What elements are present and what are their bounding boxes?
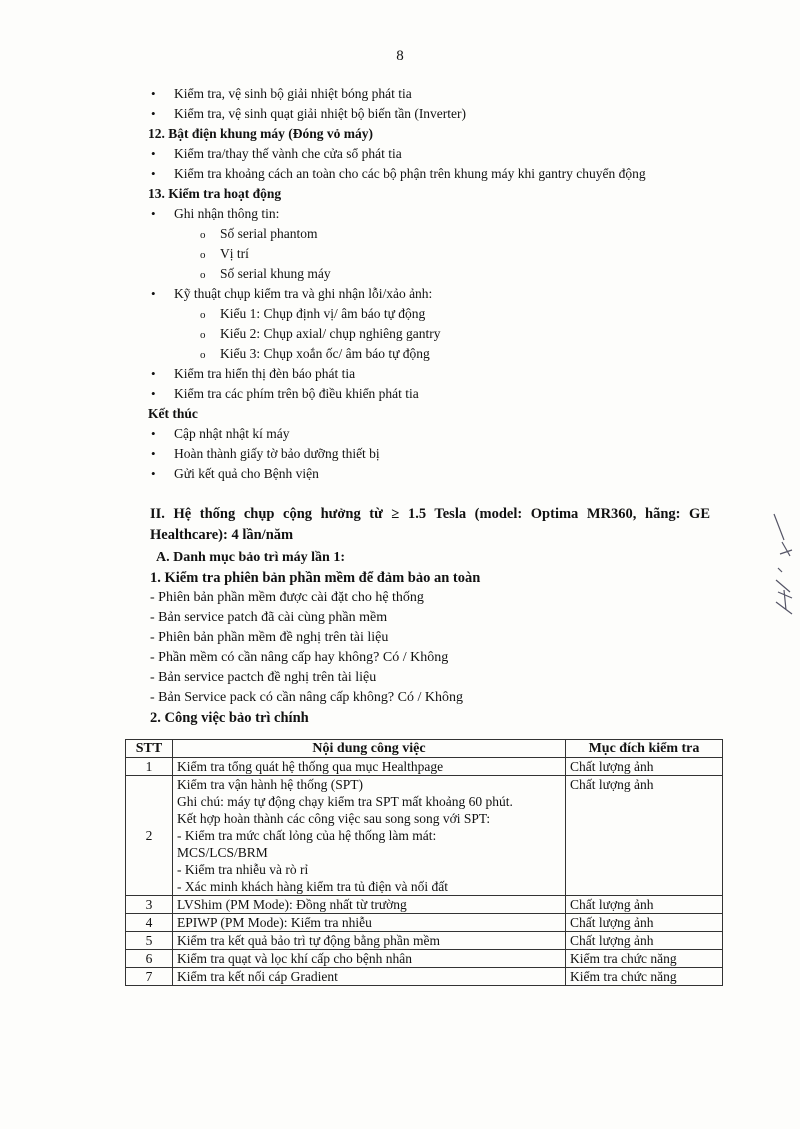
cell-line: MCS/LCS/BRM xyxy=(177,845,268,860)
cell-content: Kiểm tra kết quả bảo trì tự động bằng phần mềm xyxy=(173,932,566,950)
cell-stt: 1 xyxy=(126,758,173,776)
cell-stt: 3 xyxy=(126,896,173,914)
list-item: • Kiểm tra, vệ sinh quạt giải nhiệt bộ biến tần (Inverter) xyxy=(148,104,646,124)
section-continuation xyxy=(148,84,646,484)
sublist-record-info xyxy=(148,224,646,284)
heading-13: 13. Kiểm tra hoạt động xyxy=(148,186,282,201)
maintenance-table xyxy=(125,739,723,986)
bullet-list-top xyxy=(148,84,646,124)
page-number: 8 xyxy=(396,48,404,64)
handwritten-initials-mark xyxy=(770,510,796,620)
cell-stt: 7 xyxy=(126,968,173,986)
cell-content xyxy=(173,776,566,896)
bullet-list-technique xyxy=(148,284,646,304)
cell-purpose: Kiểm tra chức năng xyxy=(566,950,723,968)
section-2-title: II. Hệ thống chụp cộng hưởng từ ≥ 1.5 Tesla (model: Optima MR360, hãng: GE Healthcare): 4 lần/năm xyxy=(150,506,710,543)
cell-content: LVShim (PM Mode): Đồng nhất từ trường xyxy=(173,896,566,914)
header-purpose: Mục đích kiểm tra xyxy=(566,740,723,758)
cell-purpose: Kiểm tra chức năng xyxy=(566,968,723,986)
cell-content: Kiểm tra tổng quát hệ thống qua mục Healthpage xyxy=(173,758,566,776)
software-item: - Phiên bản phần mềm được cài đặt cho hệ thống xyxy=(150,590,424,605)
table-row xyxy=(126,950,723,968)
list-item: • Hoàn thành giấy tờ bảo dưỡng thiết bị xyxy=(148,444,646,464)
sublist-technique xyxy=(148,304,646,364)
header-stt: STT xyxy=(126,740,173,758)
sublist-item: o Kiểu 2: Chụp axial/ chụp nghiêng gantry xyxy=(148,324,646,344)
cell-purpose: Chất lượng ảnh xyxy=(566,758,723,776)
bullet-list-12 xyxy=(148,144,646,184)
cell-purpose: Chất lượng ảnh xyxy=(566,914,723,932)
cell-stt: 4 xyxy=(126,914,173,932)
cell-line: Ghi chú: máy tự động chạy kiểm tra SPT mất khoảng 60 phút. xyxy=(177,794,513,809)
cell-content: Kiểm tra quạt và lọc khí cấp cho bệnh nhân xyxy=(173,950,566,968)
software-item: - Bản service patch đã cài cùng phần mềm xyxy=(150,610,388,625)
cell-line: Kiểm tra vận hành hệ thống (SPT) xyxy=(177,777,363,792)
list-item: • Kiểm tra khoảng cách an toàn cho các bộ phận trên khung máy khi gantry chuyển động xyxy=(148,164,646,184)
sublist-item: o Số serial khung máy xyxy=(148,264,646,284)
list-item: • Cập nhật nhật kí máy xyxy=(148,424,646,444)
cell-stt: 5 xyxy=(126,932,173,950)
cell-purpose: Chất lượng ảnh xyxy=(566,932,723,950)
cell-content: EPIWP (PM Mode): Kiểm tra nhiễu xyxy=(173,914,566,932)
list-item: • Kiểm tra, vệ sinh bộ giải nhiệt bóng phát tia xyxy=(148,84,646,104)
software-item: - Bản Service pack có cần nâng cấp không? Có / Không xyxy=(150,690,463,705)
table-row xyxy=(126,896,723,914)
cell-line: Kết hợp hoàn thành các công việc sau song song với SPT: xyxy=(177,811,491,826)
software-item: - Phần mềm có cần nâng cấp hay không? Có / Không xyxy=(150,650,449,665)
header-content: Nội dung công việc xyxy=(173,740,566,758)
cell-line: - Xác minh khách hàng kiểm tra tủ điện và nối đất xyxy=(177,879,449,894)
table-header-row xyxy=(126,740,723,758)
cell-stt: 2 xyxy=(126,776,173,896)
cell-line: - Kiểm tra nhiễu và rò rỉ xyxy=(177,862,309,877)
table-row xyxy=(126,932,723,950)
list-item: • Kiểm tra các phím trên bộ điều khiển phát tia xyxy=(148,384,646,404)
bullet-list-end xyxy=(148,424,646,484)
software-item: - Bản service pactch đề nghị trên tài liệu xyxy=(150,670,377,685)
bullet-list-13 xyxy=(148,204,646,224)
subtitle-a: A. Danh mục bảo trì máy lần 1: xyxy=(156,550,346,565)
table-row xyxy=(126,776,723,896)
software-item: - Phiên bản phần mềm đề nghị trên tài liệu xyxy=(150,630,389,645)
heading-end: Kết thúc xyxy=(148,406,198,421)
list-item: • Kiểm tra hiển thị đèn báo phát tia xyxy=(148,364,646,384)
heading-main-work: 2. Công việc bảo trì chính xyxy=(150,710,309,726)
sublist-item: o Vị trí xyxy=(148,244,646,264)
table-row xyxy=(126,914,723,932)
list-item: • Gửi kết quả cho Bệnh viện xyxy=(148,464,646,484)
heading-12: 12. Bật điện khung máy (Đóng vỏ máy) xyxy=(148,126,374,141)
list-item: • Kỹ thuật chụp kiểm tra và ghi nhận lỗi/xảo ảnh: xyxy=(148,284,646,304)
list-item: • Ghi nhận thông tin: xyxy=(148,204,646,224)
list-item: • Kiểm tra/thay thế vành che cửa sổ phát tia xyxy=(148,144,646,164)
cell-stt: 6 xyxy=(126,950,173,968)
cell-purpose: Chất lượng ảnh xyxy=(566,896,723,914)
cell-purpose: Chất lượng ảnh xyxy=(566,776,723,896)
sublist-item: o Số serial phantom xyxy=(148,224,646,244)
sublist-item: o Kiểu 1: Chụp định vị/ âm báo tự động xyxy=(148,304,646,324)
sublist-item: o Kiểu 3: Chụp xoắn ốc/ âm báo tự động xyxy=(148,344,646,364)
cell-content: Kiểm tra kết nối cáp Gradient xyxy=(173,968,566,986)
table-row xyxy=(126,968,723,986)
heading-software-check: 1. Kiểm tra phiên bản phần mềm để đảm bảo an toàn xyxy=(150,570,481,586)
bullet-list-13-rest xyxy=(148,364,646,404)
section-2 xyxy=(150,504,710,728)
table-row xyxy=(126,758,723,776)
cell-line: - Kiểm tra mức chất lỏng của hệ thống làm mát: xyxy=(177,828,437,843)
